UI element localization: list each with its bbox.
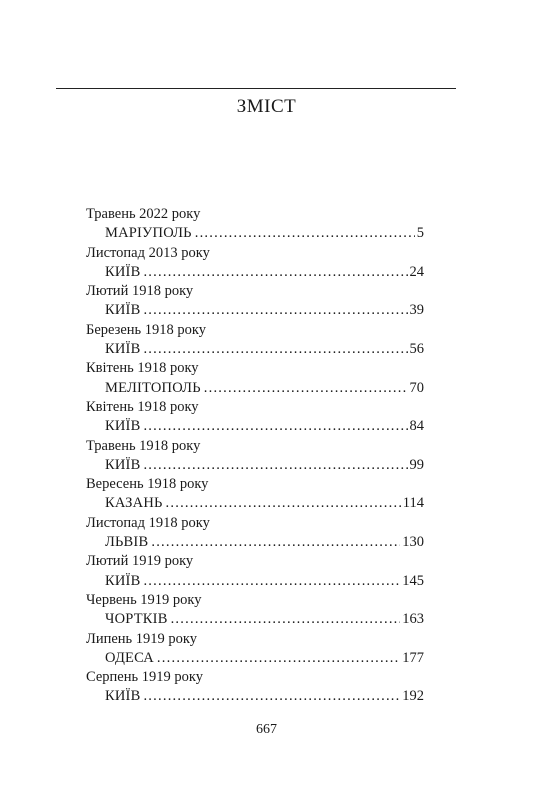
- toc-entry-page: 145: [402, 572, 424, 589]
- toc-entry-date: Травень 1918 року: [86, 437, 201, 454]
- dot-leader: [166, 494, 401, 513]
- toc-entry-page: 99: [409, 456, 424, 473]
- toc-entry[interactable]: [86, 475, 424, 514]
- toc-entry[interactable]: [86, 437, 424, 476]
- dot-leader: [143, 263, 407, 282]
- header-rule: [56, 88, 456, 89]
- dot-leader: [151, 533, 400, 552]
- toc-entry[interactable]: [86, 552, 424, 591]
- toc-entry-page: 192: [402, 688, 424, 705]
- toc-entry-date: Липень 1919 року: [86, 630, 198, 647]
- toc-entry-place: ЧОРТКІВ: [105, 611, 168, 628]
- toc-entry[interactable]: [86, 668, 424, 707]
- page-number: 667: [256, 722, 277, 737]
- toc-entry-date: Квітень 1918 року: [86, 360, 199, 377]
- toc-entry-place: КИЇВ: [105, 418, 141, 435]
- toc-entry[interactable]: [86, 282, 424, 321]
- toc-entry-place: КИЇВ: [105, 341, 141, 358]
- toc-entry[interactable]: [86, 630, 424, 669]
- toc-entry-place: МЕЛІТОПОЛЬ: [105, 379, 201, 396]
- toc-entry[interactable]: [86, 205, 424, 244]
- toc-entry[interactable]: [86, 398, 424, 437]
- toc-entry-place: ЛЬВІВ: [105, 534, 149, 551]
- toc-entry-page: 56: [409, 341, 424, 358]
- toc-entry-page: 177: [402, 649, 424, 666]
- toc-entry-date: Листопад 2013 року: [86, 244, 210, 261]
- toc-entry-date: Квітень 1918 року: [86, 398, 199, 415]
- toc-entry-page: 5: [416, 225, 424, 242]
- toc-entry-date: Травень 2022 року: [86, 206, 201, 222]
- dot-leader: [143, 340, 407, 359]
- toc-entry[interactable]: [86, 359, 424, 398]
- dot-leader: [171, 610, 401, 629]
- dot-leader: [143, 301, 407, 320]
- toc-entry-place: КИЇВ: [105, 302, 141, 319]
- toc-entry-place: ОДЕСА: [105, 649, 154, 666]
- toc-entry[interactable]: [86, 591, 424, 630]
- toc-entry-place: КИЇВ: [105, 456, 141, 473]
- toc-entry-date: Червень 1919 року: [86, 591, 202, 608]
- toc-entry-page: 163: [402, 611, 424, 628]
- dot-leader: [143, 456, 407, 475]
- toc-entry-date: Серпень 1919 року: [86, 669, 203, 686]
- toc-entry-place: КАЗАНЬ: [105, 495, 163, 512]
- toc-entry-page: 130: [402, 534, 424, 551]
- dot-leader: [157, 649, 400, 668]
- toc-entry-page: 114: [402, 495, 424, 512]
- toc-entry-place: КИЇВ: [105, 688, 141, 705]
- toc-entry-date: Березень 1918 року: [86, 321, 207, 338]
- toc-entry[interactable]: [86, 244, 424, 283]
- toc-entry-date: Лютий 1918 року: [86, 283, 194, 300]
- dot-leader: [143, 572, 400, 591]
- dot-leader: [143, 687, 400, 706]
- page-title: ЗМІСТ: [236, 96, 297, 117]
- toc-entry-place: МАРІУПОЛЬ: [105, 225, 192, 242]
- toc-entry-page: 84: [409, 418, 424, 435]
- toc-entry[interactable]: [86, 514, 424, 553]
- toc-entry-page: 24: [409, 263, 424, 280]
- toc-entry[interactable]: [86, 321, 424, 360]
- toc-entry-place: КИЇВ: [105, 572, 141, 589]
- toc-entry-date: Листопад 1918 року: [86, 514, 210, 531]
- toc-entry-page: 70: [409, 379, 424, 396]
- dot-leader: [204, 379, 408, 398]
- dot-leader: [143, 417, 407, 436]
- toc-entry-place: КИЇВ: [105, 263, 141, 280]
- table-of-contents: [86, 205, 424, 707]
- toc-entry-date: Вересень 1918 року: [86, 476, 209, 493]
- toc-entry-page: 39: [409, 302, 424, 319]
- dot-leader: [195, 224, 415, 243]
- toc-entry-date: Лютий 1919 року: [86, 553, 194, 570]
